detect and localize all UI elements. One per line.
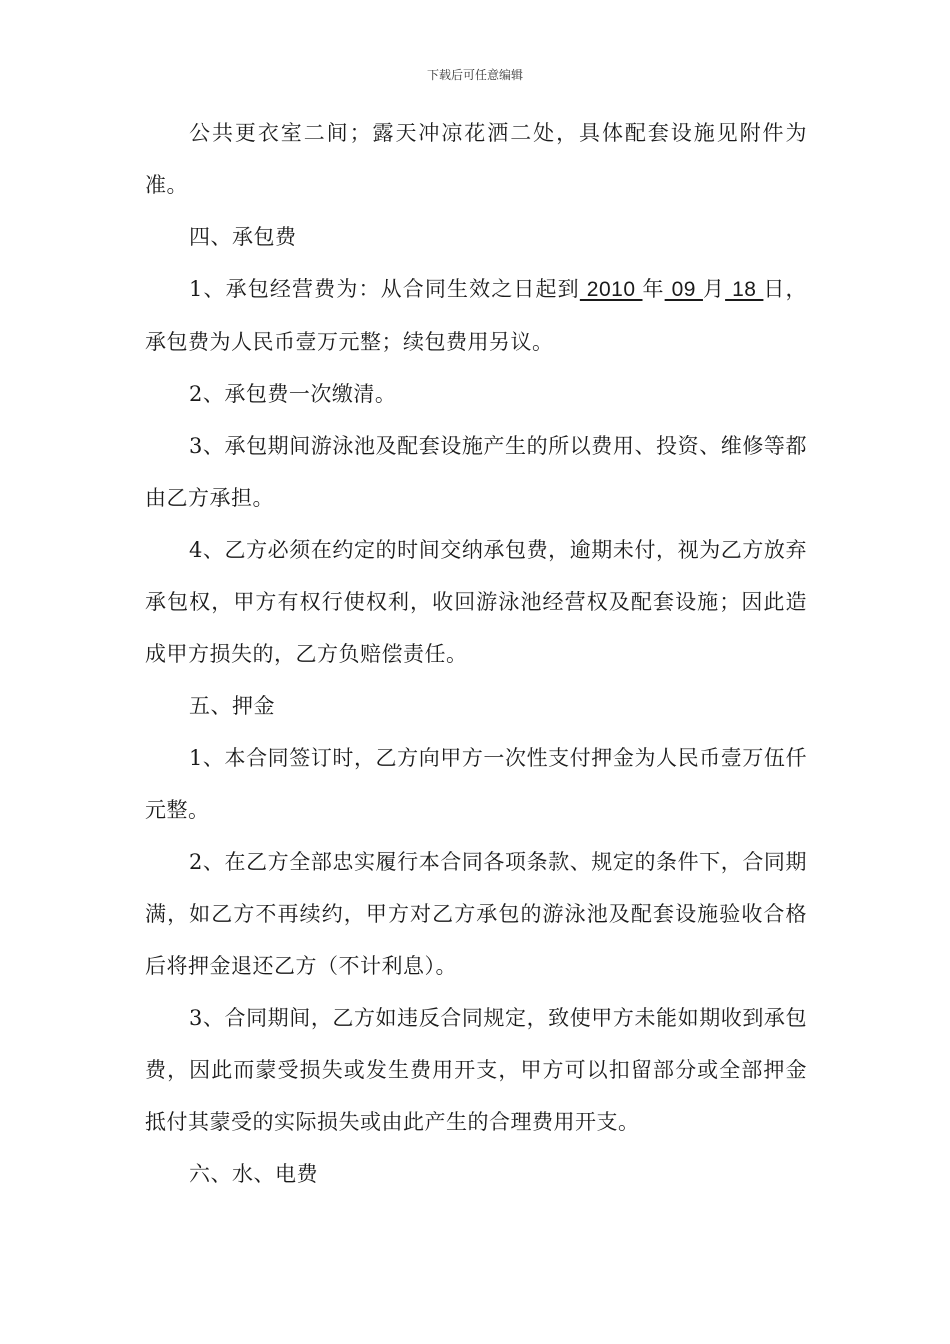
page-header: 下载后可任意编辑 [426, 68, 523, 82]
fee-month-unit: 月 [702, 277, 726, 301]
paragraph-deposit-amount: 1、本合同签订时，乙方向甲方一次性支付押金为人民币壹万伍仟元整。 [145, 746, 807, 822]
paragraph-deposit-refund: 2、在乙方全部忠实履行本合同各项条款、规定的条件下，合同期满，如乙方不再续约，甲方对乙方承包的游泳池及配套设施验收合格后将押金退还乙方（不计利息）。 [145, 850, 807, 978]
paragraph-fee-payment: 2、承包费一次缴清。 [189, 382, 397, 406]
section-heading-utilities: 六、水、电费 [189, 1162, 318, 1186]
paragraph-fee-amount [145, 263, 807, 368]
paragraph-deposit-deduction: 3、合同期间，乙方如违反合同规定，致使甲方未能如期收到承包费，因此而蒙受损失或发生费用开支，甲方可以扣留部分或全部押金抵付其蒙受的实际损失或由此产生的合理费用开支。 [145, 1006, 807, 1134]
fee-year-unit: 年 [642, 277, 665, 301]
document-body [145, 107, 807, 1200]
paragraph-fee-overdue: 4、乙方必须在约定的时间交纳承包费，逾期未付，视为乙方放弃承包权，甲方有权行使权利，收回游泳池经营权及配套设施；因此造成甲方损失的，乙方负赔偿责任。 [145, 538, 807, 666]
fee-month: 09 [664, 278, 703, 301]
fee-year: 2010 [579, 278, 643, 301]
paragraph-fee-costs: 3、承包期间游泳池及配套设施产生的所以费用、投资、维修等都由乙方承担。 [145, 434, 807, 510]
fee-text-end: 日，承包费为人民币壹万元整；续包费用另议。 [145, 277, 808, 354]
section-heading-contract-fee: 四、承包费 [189, 225, 297, 249]
paragraph-changing-rooms: 公共更衣室二间；露天冲凉花洒二处，具体配套设施见附件为准。 [145, 121, 807, 197]
fee-text-start: 1、承包经营费为：从合同生效之日起到 [189, 277, 580, 301]
section-heading-deposit: 五、押金 [189, 694, 275, 718]
fee-day: 18 [725, 278, 764, 301]
